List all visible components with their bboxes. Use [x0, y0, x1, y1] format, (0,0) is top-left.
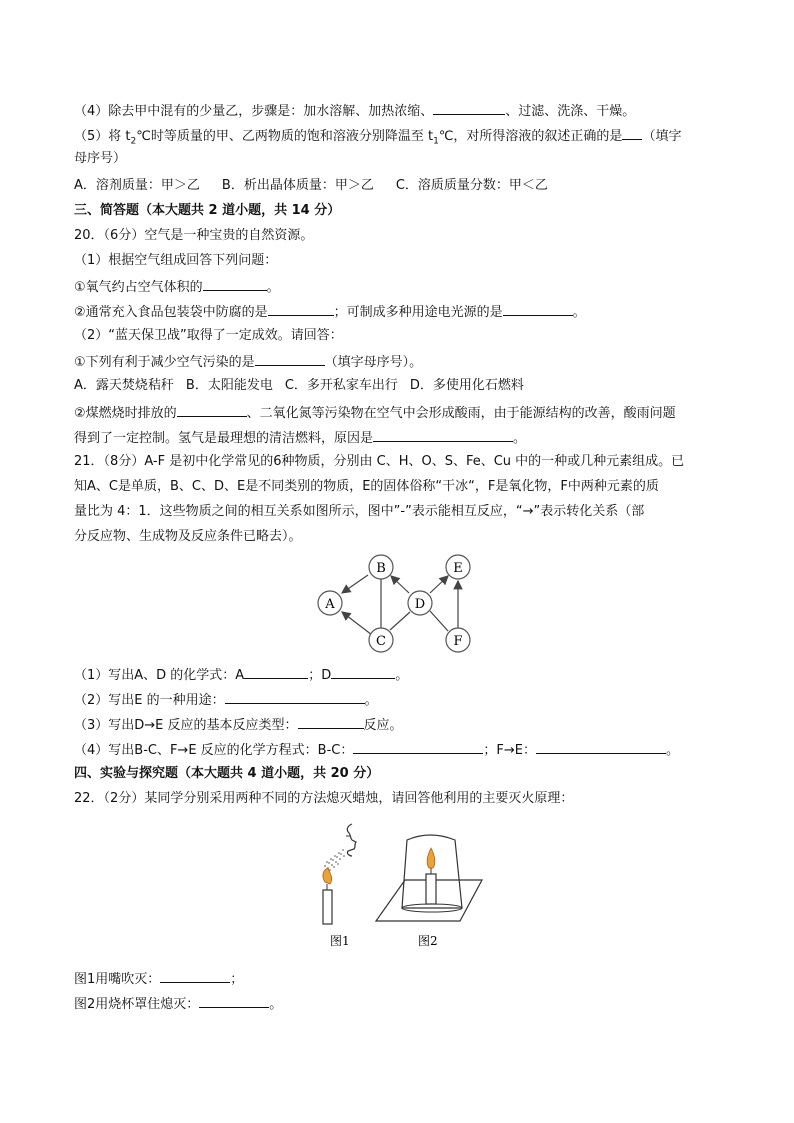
q22-stem: 22．（2分）某同学分别采用两种不同的方法熄灭蜡烛，请回答他利用的主要灭火原理： [74, 791, 574, 806]
svg-text:D: D [414, 597, 426, 612]
answer-blank[interactable] [244, 665, 308, 679]
q21-part4: （4）写出B-C、F→E 反应的化学方程式：B-C： ；F→E： 。 [74, 740, 679, 760]
node-d [408, 591, 432, 615]
edge-c-to-a [342, 612, 372, 635]
answer-blank[interactable] [536, 740, 666, 754]
node-e [446, 555, 470, 579]
node-f [446, 628, 470, 652]
q20-part2b-line2: 得到了一定控制。氢气是最理想的清洁燃料，原因是 。 [74, 428, 526, 448]
q20-stem: 20．（6分）空气是一种宝贵的自然资源。 [74, 228, 314, 243]
node-c [369, 628, 393, 652]
option-c: C．溶质质量分数：甲＜乙 [395, 178, 548, 193]
answer-blank[interactable] [622, 126, 642, 140]
q20-part2b: ②煤燃烧时排放的 、二氧化氮等污染物在空气中会形成酸雨，由于能源结构的改善，酸雨问题 [74, 403, 676, 423]
answer-blank[interactable] [199, 994, 269, 1008]
figure-2-label: 图2 [418, 934, 438, 948]
q21-part1: （1）写出A、D 的化学式：A ；D 。 [74, 665, 408, 685]
relationship-diagram [300, 548, 500, 660]
node-a [318, 591, 342, 615]
section-title: 三、简答题（本大题共 2 道小题，共 14 分） [74, 203, 341, 218]
edge-d-f [430, 611, 448, 631]
edge-d-c [390, 612, 410, 630]
svg-text:C: C [376, 634, 386, 649]
answer-blank[interactable] [268, 302, 334, 316]
answer-blank[interactable] [353, 740, 483, 754]
answer-blank[interactable] [298, 715, 364, 729]
q19-options [74, 177, 548, 195]
edge-d-to-e [430, 576, 448, 593]
q20-part1b: ②通常充入食品包装袋中防腐的是 ；可制成多种用途电光源的是 。 [74, 302, 586, 322]
q20-options [74, 377, 524, 395]
answer-blank[interactable] [225, 690, 365, 704]
q21-stem-line3: 量比为 4：1．这些物质之间的相互关系如图所示，图中”-”表示能相互反应，“→”表示转化关系（部 [74, 504, 645, 519]
candle-figures [310, 818, 490, 954]
q19-part5-line2: 母序号） [74, 151, 127, 166]
q21-stem-line4: 分反应物、生成物及反应条件已略去）。 [74, 529, 302, 544]
option-d: D．多使用化石燃料 [409, 378, 524, 393]
face-blowing-icon [346, 824, 356, 856]
q20-part1a: ①氧气约占空气体积的 。 [74, 277, 280, 297]
q20-part2: （2）“蓝天保卫战”取得了一定成效。请回答： [74, 328, 343, 343]
option-b: B．析出晶体质量：甲＞乙 [221, 178, 374, 193]
breath-dots [324, 849, 345, 871]
q19-part5: （5）将 $t_2℃$时等质量的甲、乙两物质的饱和溶液分别降温至 $t_1℃$，对所得溶液的叙述正确的是 （填字 [74, 126, 681, 151]
q22-answer2: 图2用烧杯罩住熄灭： 。 [74, 994, 282, 1014]
node-b [369, 555, 393, 579]
option-c: C．多开私家车出行 [284, 378, 398, 393]
svg-text:A: A [325, 597, 335, 612]
q19-part4 [74, 101, 635, 121]
q19-part4-text-after: 、过滤、洗涤、干燥。 [505, 104, 636, 119]
answer-blank[interactable] [373, 428, 513, 442]
answer-blank[interactable] [177, 403, 247, 417]
q20-part2a: ①下列有利于减少空气污染的是 （填字母序号）。 [74, 352, 422, 372]
answer-blank[interactable] [503, 302, 573, 316]
option-a: A．露天焚烧秸秆 [74, 378, 174, 393]
q21-part3: （3）写出D→E 反应的基本反应类型： 反应。 [74, 715, 403, 735]
q20-part1: （1）根据空气组成回答下列问题： [74, 253, 278, 268]
option-a: A．溶剂质量：甲＞乙 [74, 178, 200, 193]
candle-icon [426, 848, 436, 904]
figure-1-label: 图1 [330, 934, 350, 948]
q21-part2: （2）写出E 的一种用途： 。 [74, 690, 378, 710]
answer-blank[interactable] [331, 665, 395, 679]
svg-text:F: F [453, 634, 463, 649]
section-title: 四、实验与探究题（本大题共 4 道小题，共 20 分） [74, 766, 380, 781]
q21-stem-line1: 21．（8分）A-F 是初中化学常见的6种物质，分别由 C、H、O、S、Fe、Cu 中的一种或几种元素组成。已 [74, 454, 685, 469]
option-b: B．太阳能发电 [185, 378, 273, 393]
edge-d-to-b [391, 576, 409, 593]
edge-b-to-a [342, 575, 368, 593]
q19-part4-text: （4）除去甲中混有的少量乙，步骤是：加水溶解、加热浓缩、 [74, 104, 434, 119]
svg-text:E: E [453, 561, 463, 576]
candle-icon [323, 868, 332, 924]
answer-blank[interactable] [433, 101, 505, 115]
q22-answer1: 图1用嘴吹灭： ； [74, 969, 243, 989]
answer-blank[interactable] [160, 969, 230, 983]
answer-blank[interactable] [203, 277, 267, 291]
svg-text:B: B [376, 561, 386, 576]
answer-blank[interactable] [255, 352, 325, 366]
q21-stem-line2: 知A、C是单质，B、C、D、E是不同类别的物质，E的固体俗称“干冰“，F是氧化物，F中两种元素的质 [74, 479, 659, 494]
